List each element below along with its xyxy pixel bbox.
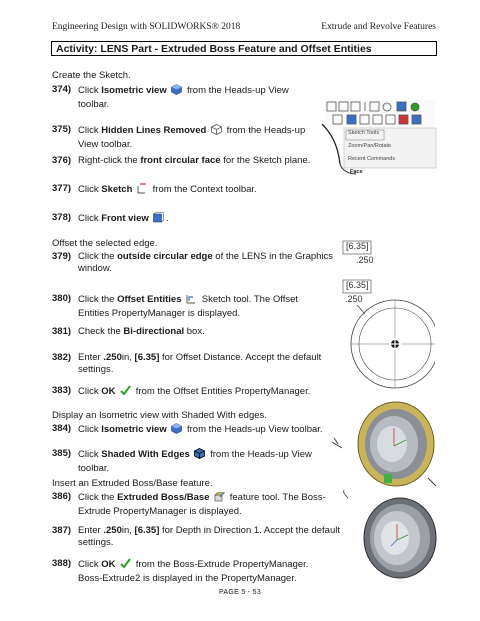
offset-circle-figure <box>335 278 435 398</box>
menu-item-recent-commands[interactable]: Recent Commands <box>348 156 396 162</box>
menu-item-zoom-pan-rotate[interactable]: Zoom/Pan/Rotate <box>348 143 392 149</box>
intro-offset: Offset the selected edge. <box>52 238 158 249</box>
dimension-mm-2: [6.35] <box>346 280 369 290</box>
dimension-mm: [6.35] <box>346 241 369 251</box>
intro-insert: Insert an Extruded Boss/Base feature. <box>52 478 213 489</box>
step-number: 383) <box>52 385 72 396</box>
step-number: 376) <box>52 155 72 166</box>
intro-create-sketch: Create the Sketch. <box>52 70 131 81</box>
running-header-right: Extrude and Revolve Features <box>321 22 436 32</box>
step-number: 385) <box>52 448 72 459</box>
ok-checkmark-icon-2 <box>120 558 131 573</box>
step-number: 381) <box>52 326 72 337</box>
step-number: 379) <box>52 251 72 262</box>
step-number: 374) <box>52 84 72 95</box>
context-menu-figure <box>318 124 438 176</box>
step-number: 378) <box>52 212 72 223</box>
step-number: 387) <box>52 525 72 536</box>
step-number: 384) <box>52 423 72 434</box>
activity-banner: Activity: LENS Part - Extruded Boss Feature and Offset Entities <box>51 41 437 56</box>
extruded-boss-base-icon <box>214 491 225 506</box>
offset-entities-icon <box>186 293 197 308</box>
intro-display: Display an Isometric view with Shaded With edges. <box>52 410 267 421</box>
sketch-icon <box>137 183 148 198</box>
dimension-inch-2: .250 <box>345 294 363 304</box>
dimension-label-group-top <box>340 238 420 276</box>
step-number: 380) <box>52 293 72 304</box>
ok-checkmark-icon <box>120 385 131 400</box>
step-number: 386) <box>52 491 72 502</box>
lens-extruded-figure <box>340 490 440 580</box>
lens-shaded-figure <box>328 398 438 493</box>
shaded-with-edges-icon <box>194 448 205 463</box>
front-view-icon <box>153 212 164 227</box>
isometric-view-icon <box>171 84 182 99</box>
page-footer: PAGE 5 - 53 <box>218 589 262 596</box>
face-label: Face <box>350 169 363 175</box>
dimension-inch: .250 <box>356 255 374 265</box>
running-header-left: Engineering Design with SOLIDWORKS® 2018 <box>52 22 241 32</box>
step-number: 375) <box>52 124 72 135</box>
step-number: 377) <box>52 183 72 194</box>
menu-item-sketch-tools[interactable]: Sketch Tools <box>348 130 380 136</box>
step-number: 382) <box>52 352 72 363</box>
isometric-view-icon-2 <box>171 423 182 438</box>
step-number: 388) <box>52 558 72 569</box>
hidden-lines-removed-icon <box>211 124 222 139</box>
